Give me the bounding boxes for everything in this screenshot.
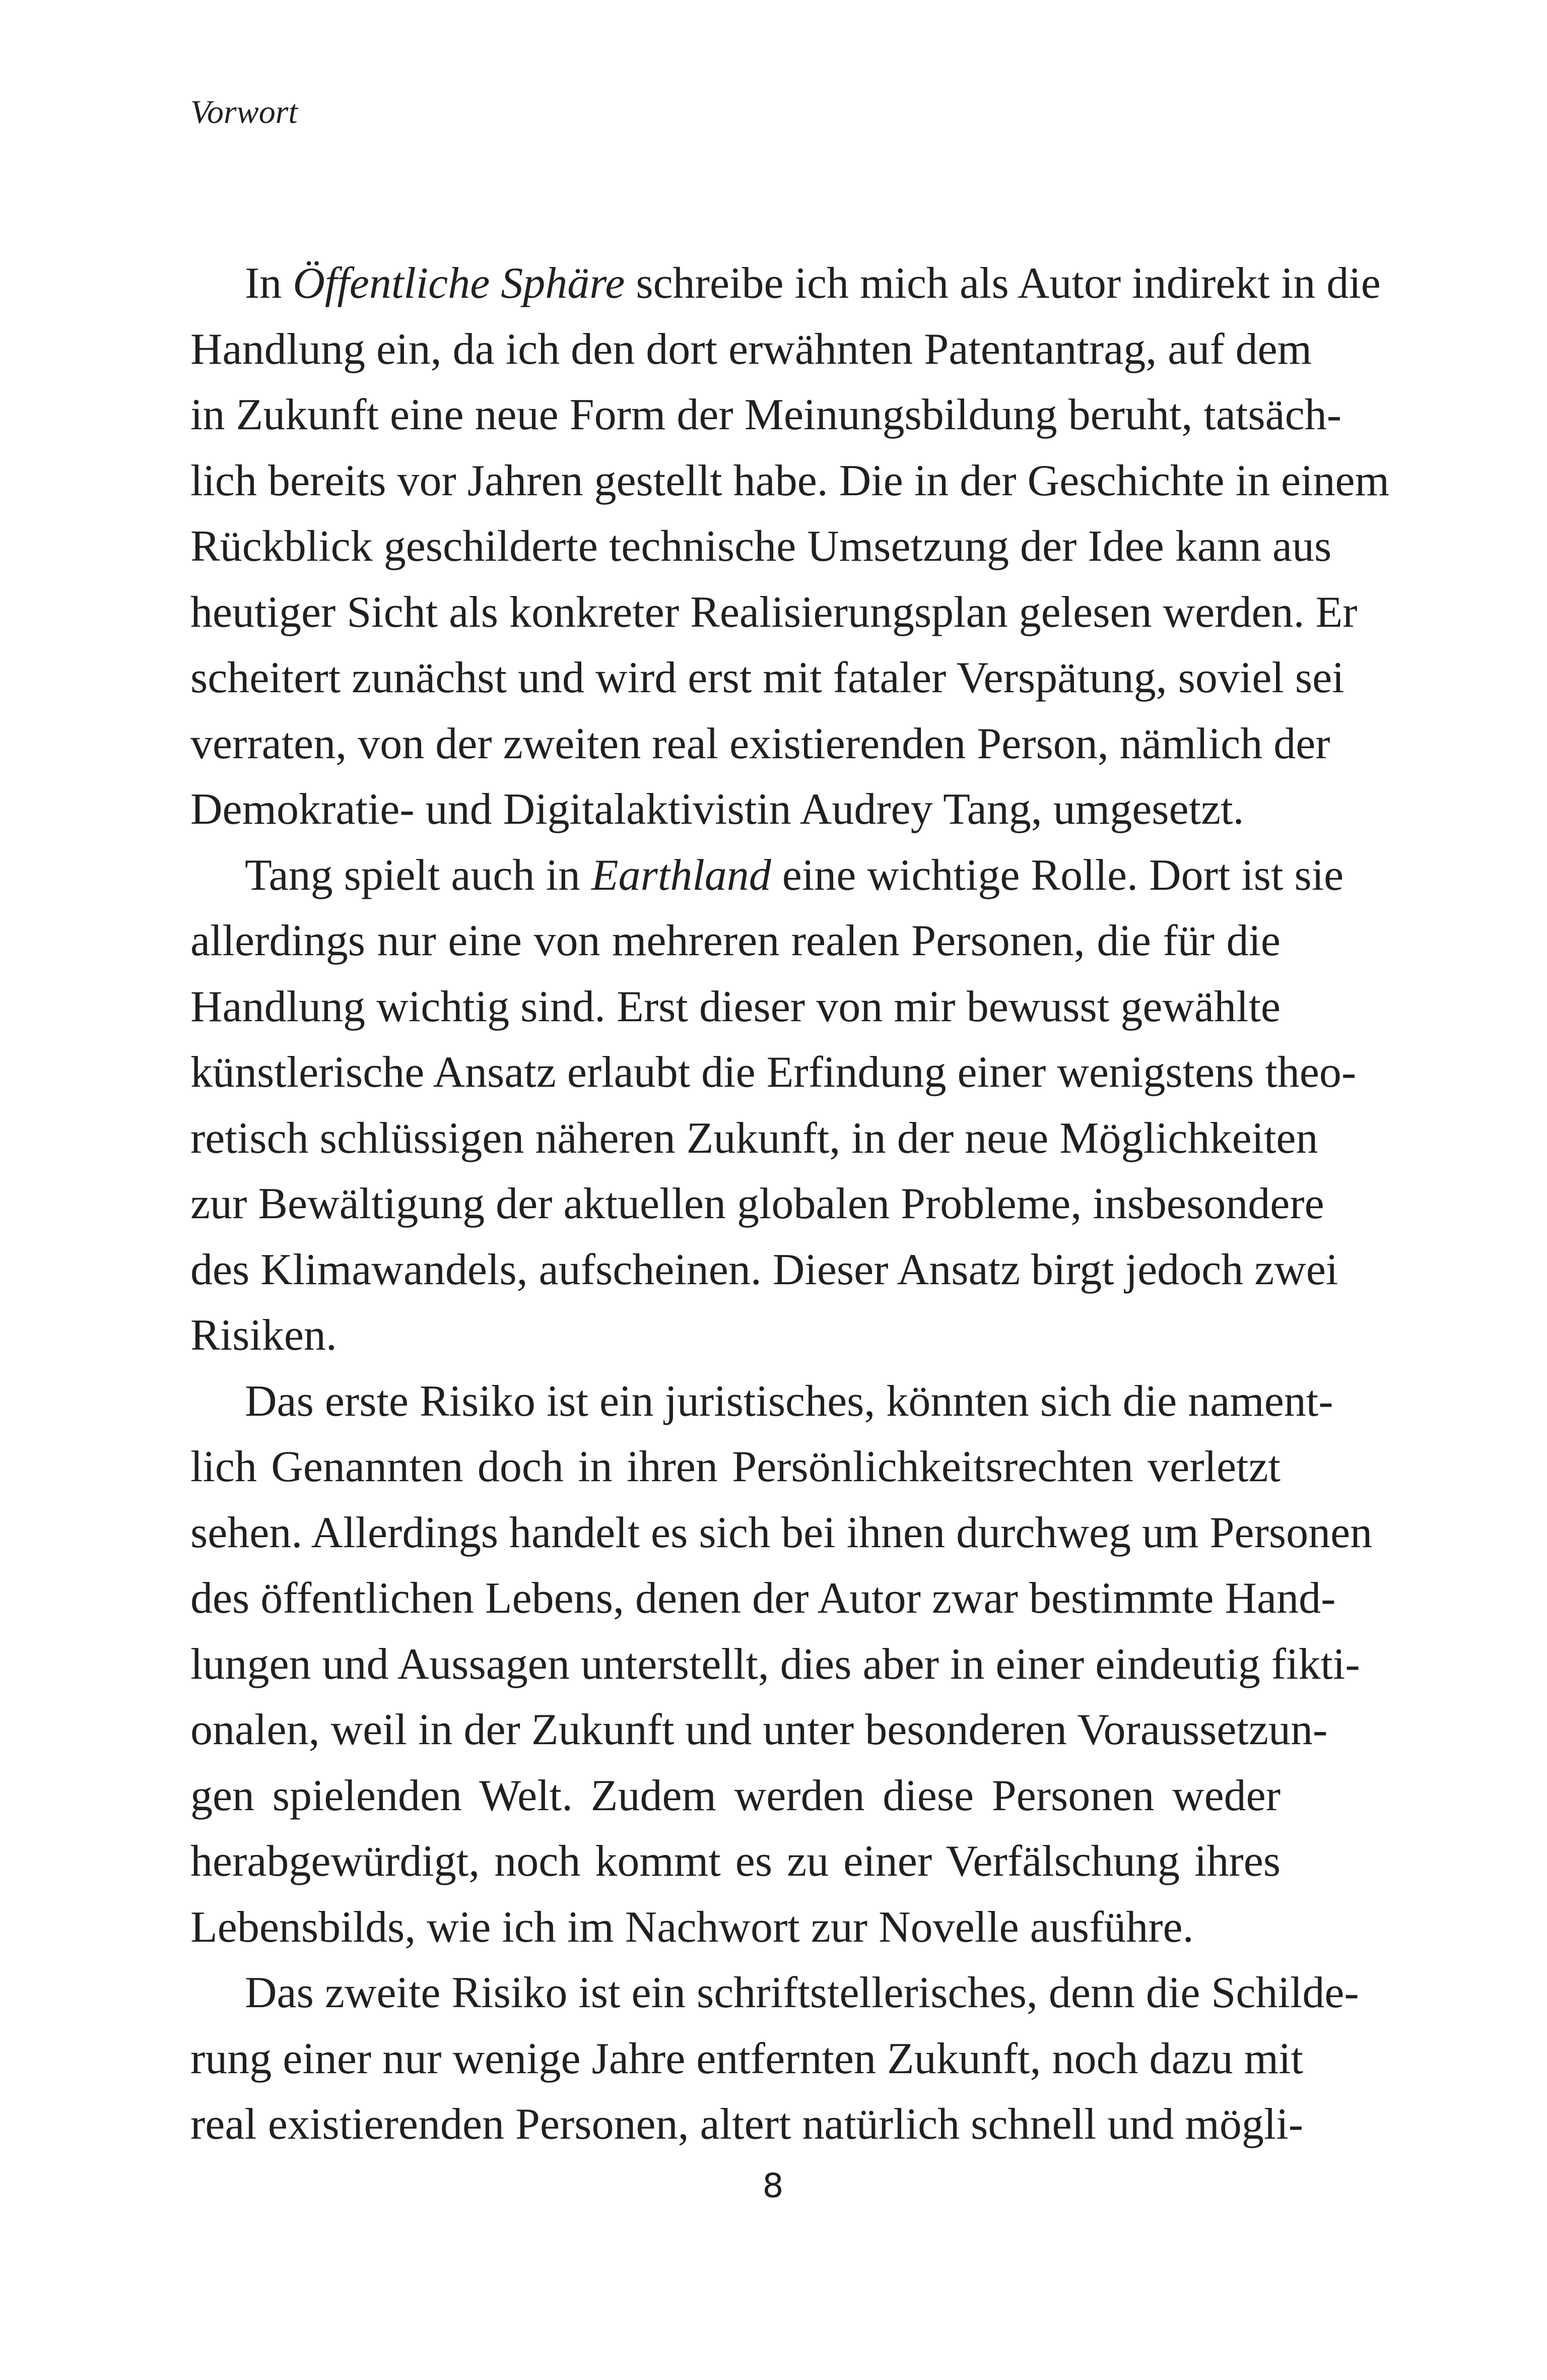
text-line: retisch schlüssigen näheren Zukunft, in der neue Möglichkeiten bbox=[190, 1113, 1318, 1163]
text-line: zur Bewältigung der aktuellen globalen Probleme, insbesondere bbox=[190, 1179, 1324, 1228]
text-line: Risiken. bbox=[190, 1311, 337, 1360]
text-line: Lebensbilds, wie ich im Nachwort zur Novelle ausführe. bbox=[190, 1902, 1194, 1952]
text-line: Das erste Risiko ist ein juristisches, könnten sich die nament- bbox=[245, 1376, 1333, 1426]
running-head-title: Vorwort bbox=[190, 94, 298, 130]
text-line: des öffentlichen Lebens, denen der Autor zwar bestimmte Hand- bbox=[190, 1574, 1336, 1623]
page-number: 8 bbox=[762, 2166, 785, 2205]
paragraph bbox=[190, 843, 1357, 1369]
italic-title: Öffentliche Sphäre bbox=[293, 259, 625, 308]
text-line: des Klimawandels, aufscheinen. Dieser Ansatz birgt jedoch zwei bbox=[190, 1245, 1338, 1294]
text-line: Tang spielt auch in Earthland eine wichtige Rolle. Dort ist sie bbox=[245, 850, 1344, 900]
text-line: real existierenden Personen, altert natürlich schnell und mögli- bbox=[190, 2100, 1304, 2149]
paragraph bbox=[190, 251, 1390, 843]
body-text bbox=[190, 251, 1390, 2158]
text-line: Handlung wichtig sind. Erst dieser von mir bewusst gewählte bbox=[190, 982, 1281, 1031]
text-line: Rückblick geschilderte technische Umsetzung der Idee kann aus bbox=[190, 522, 1332, 571]
text-line: künstlerische Ansatz erlaubt die Erfindung einer wenigstens theo- bbox=[190, 1048, 1357, 1097]
italic-title: Earthland bbox=[591, 850, 771, 900]
text-line: lich bereits vor Jahren gestellt habe. Die in der Geschichte in einem bbox=[190, 456, 1390, 505]
text-line: verraten, von der zweiten real existierenden Person, nämlich der bbox=[190, 719, 1330, 768]
text-line: onalen, weil in der Zukunft und unter besonderen Voraussetzun- bbox=[190, 1705, 1328, 1754]
text-line: Demokratie- und Digitalaktivistin Audrey Tang, umgesetzt. bbox=[190, 785, 1244, 834]
text-line: in Zukunft eine neue Form der Meinungsbildung beruht, tatsäch- bbox=[190, 390, 1342, 439]
text-line: Handlung ein, da ich den dort erwähnten Patentantrag, auf dem bbox=[190, 324, 1312, 374]
text-line: herabgewürdigt, noch kommt es zu einer Verfälschung ihres bbox=[190, 1837, 1281, 1886]
paragraph bbox=[190, 1960, 1359, 2158]
text-line: gen spielenden Welt. Zudem werden diese Personen weder bbox=[190, 1771, 1281, 1820]
text-line: scheitert zunächst und wird erst mit fataler Verspätung, soviel sei bbox=[190, 653, 1344, 702]
text-line: heutiger Sicht als konkreter Realisierungsplan gelesen werden. Er bbox=[190, 587, 1358, 637]
text-line: rung einer nur wenige Jahre entfernten Zukunft, noch dazu mit bbox=[190, 2034, 1303, 2083]
text-line: Das zweite Risiko ist ein schriftstellerisches, denn die Schilde- bbox=[245, 1968, 1359, 2017]
text-line: In Öffentliche Sphäre schreibe ich mich als Autor indirekt in die bbox=[245, 259, 1381, 308]
text-line: lich Genannten doch in ihren Persönlichkeitsrechten verletzt bbox=[190, 1442, 1281, 1491]
text-line: sehen. Allerdings handelt es sich bei ihnen durchweg um Personen bbox=[190, 1508, 1373, 1557]
text-line: lungen und Aussagen unterstellt, dies aber in einer eindeutig fikti- bbox=[190, 1639, 1360, 1689]
paragraph bbox=[190, 1369, 1373, 1961]
text-line: allerdings nur eine von mehreren realen Personen, die für die bbox=[190, 916, 1281, 965]
